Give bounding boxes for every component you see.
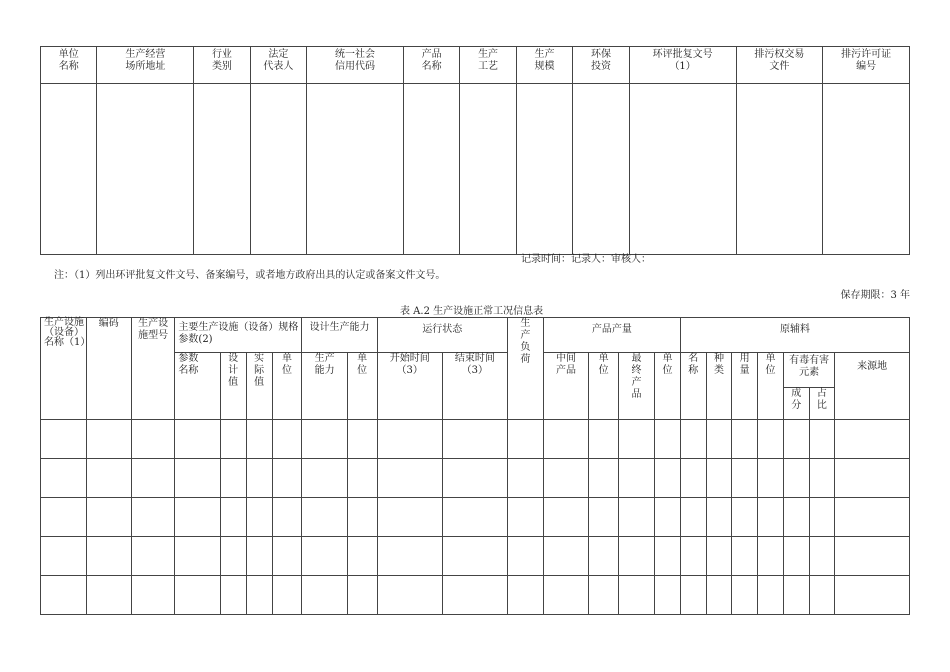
unit-header: 单位 <box>272 353 302 420</box>
table2-data-cell[interactable] <box>41 459 87 498</box>
table2-data-cell[interactable] <box>220 420 246 459</box>
table2-data-cell[interactable] <box>347 420 377 459</box>
table2-data-cell[interactable] <box>507 576 543 615</box>
table1-header-cell: 环评批复文号 （1） <box>629 47 736 84</box>
table1-body-row <box>41 84 910 255</box>
table2-data-cell[interactable] <box>246 498 272 537</box>
table1-data-cell[interactable] <box>41 84 97 255</box>
table2-data-cell[interactable] <box>175 537 220 576</box>
table2-data-cell[interactable] <box>377 576 442 615</box>
table2-data-cell[interactable] <box>175 576 220 615</box>
table2-data-cell[interactable] <box>589 459 619 498</box>
table2-data-cell[interactable] <box>619 459 655 498</box>
table1-header-cell: 统一社会 信用代码 <box>307 47 404 84</box>
table2-data-cell[interactable] <box>543 498 588 537</box>
code-header: 编码 <box>86 318 131 420</box>
table2-data-cell[interactable] <box>732 498 758 537</box>
table2-data-cell[interactable] <box>41 420 87 459</box>
table2-data-cell[interactable] <box>377 537 442 576</box>
design-value-header: 设计值 <box>220 353 246 420</box>
table2-data-cell[interactable] <box>347 459 377 498</box>
table2-data-cell[interactable] <box>41 498 87 537</box>
table2-data-cell[interactable] <box>175 498 220 537</box>
table1-data-cell[interactable] <box>97 84 194 255</box>
table1-header-cell: 生产 规模 <box>516 47 572 84</box>
table1-header-cell: 排污许可证 编号 <box>823 47 910 84</box>
table2-data-cell[interactable] <box>757 459 783 498</box>
table1-data-cell[interactable] <box>194 84 250 255</box>
table2-data-cell[interactable] <box>757 576 783 615</box>
component-header: 成 分 <box>783 388 809 420</box>
table1-header-cell: 行业 类别 <box>194 47 250 84</box>
raw-unit-header: 单位 <box>757 353 783 420</box>
table2-data-cell[interactable] <box>175 459 220 498</box>
table2-data-cell[interactable] <box>757 498 783 537</box>
table2-data-cell[interactable] <box>654 537 680 576</box>
table2-data-cell[interactable] <box>732 537 758 576</box>
load-header: 生产负荷 <box>507 318 543 420</box>
ratio-header: 占 比 <box>809 388 835 420</box>
table2-data-cell[interactable] <box>246 576 272 615</box>
table2-data-cell[interactable] <box>783 498 809 537</box>
table-row <box>41 459 910 498</box>
table2-data-cell[interactable] <box>619 537 655 576</box>
table2-data-cell[interactable] <box>86 498 131 537</box>
table2-data-cell[interactable] <box>589 498 619 537</box>
table2-data-cell[interactable] <box>131 459 175 498</box>
table2-data-cell[interactable] <box>809 576 835 615</box>
table2-data-cell[interactable] <box>543 576 588 615</box>
table1-data-cell[interactable] <box>629 84 736 255</box>
table1-data-cell[interactable] <box>250 84 306 255</box>
table2-data-cell[interactable] <box>680 459 706 498</box>
table2-data-cell[interactable] <box>347 576 377 615</box>
table2-data-cell[interactable] <box>220 498 246 537</box>
model-header: 生产设施型号 <box>131 318 175 420</box>
table2-data-cell[interactable] <box>272 459 302 498</box>
table2-data-cell[interactable] <box>442 420 507 459</box>
raw-name-header: 名 称 <box>680 353 706 420</box>
table1-header-row <box>41 47 910 84</box>
prod-capacity-header: 生产 能力 <box>302 353 347 420</box>
run-status-header: 运行状态 <box>377 318 507 353</box>
table2-data-cell[interactable] <box>706 420 732 459</box>
capacity-unit-header: 单位 <box>347 353 377 420</box>
spec-params-header: 主要生产设施（设备）规格参数(2) <box>175 318 302 353</box>
table2-data-cell[interactable] <box>246 420 272 459</box>
table2-data-cell[interactable] <box>543 420 588 459</box>
facility-name-header: 生产设施（设备）名称（1） <box>41 318 87 420</box>
final-unit-header: 单位 <box>654 353 680 420</box>
table2-data-cell[interactable] <box>680 576 706 615</box>
facility-condition-table <box>40 317 910 615</box>
table2-data-cell[interactable] <box>783 420 809 459</box>
table2-data-cell[interactable] <box>302 576 347 615</box>
design-capacity-header: 设计生产能力 <box>302 318 377 353</box>
table2-data-cell[interactable] <box>835 537 910 576</box>
table2-data-cell[interactable] <box>302 459 347 498</box>
table2-data-cell[interactable] <box>706 576 732 615</box>
table2-data-cell[interactable] <box>272 498 302 537</box>
table2-data-cell[interactable] <box>809 459 835 498</box>
table2-data-cell[interactable] <box>619 498 655 537</box>
table2-data-cell[interactable] <box>220 459 246 498</box>
table1-header-cell: 单位 名称 <box>41 47 97 84</box>
table2-data-cell[interactable] <box>442 459 507 498</box>
table1-header-cell: 产品 名称 <box>403 47 459 84</box>
toxic-element-header: 有毒有害元素 <box>783 353 834 388</box>
table2-data-cell[interactable] <box>86 420 131 459</box>
table2-data-cell[interactable] <box>809 537 835 576</box>
table2-data-cell[interactable] <box>246 537 272 576</box>
table2-data-cell[interactable] <box>175 420 220 459</box>
table2-data-cell[interactable] <box>131 576 175 615</box>
table2-data-cell[interactable] <box>783 537 809 576</box>
table2-data-cell[interactable] <box>302 420 347 459</box>
table2-data-cell[interactable] <box>757 537 783 576</box>
intermediate-product-header: 中间 产品 <box>543 353 588 420</box>
table2-data-cell[interactable] <box>131 498 175 537</box>
table2-data-cell[interactable] <box>809 420 835 459</box>
table2-data-cell[interactable] <box>757 420 783 459</box>
start-time-header: 开始时间 （3） <box>377 353 442 420</box>
record-line: 记录时间：记录人：审核人： <box>521 254 651 265</box>
table2-data-cell[interactable] <box>835 498 910 537</box>
source-header: 来源地 <box>835 353 910 420</box>
table1-data-cell[interactable] <box>573 84 629 255</box>
table2-data-cell[interactable] <box>377 459 442 498</box>
table2-data-cell[interactable] <box>377 498 442 537</box>
table2-data-cell[interactable] <box>507 498 543 537</box>
table2-data-cell[interactable] <box>220 576 246 615</box>
end-time-header: 结束时间 （3） <box>442 353 507 420</box>
table2-data-cell[interactable] <box>835 576 910 615</box>
table2-data-cell[interactable] <box>654 576 680 615</box>
table-row <box>41 537 910 576</box>
table2-data-cell[interactable] <box>619 576 655 615</box>
table-row <box>41 498 910 537</box>
table2-data-cell[interactable] <box>589 537 619 576</box>
table1-header-cell: 生产经营 场所地址 <box>97 47 194 84</box>
table1-data-cell[interactable] <box>307 84 404 255</box>
table2-data-cell[interactable] <box>377 420 442 459</box>
table2-data-cell[interactable] <box>442 498 507 537</box>
table-row <box>41 420 910 459</box>
table1-header-cell: 法定 代表人 <box>250 47 306 84</box>
raw-amount-header: 用 量 <box>732 353 758 420</box>
retention-period: 保存期限：3 年 <box>840 290 910 301</box>
table2-data-cell[interactable] <box>41 576 87 615</box>
footnote: 注：（1）列出环评批复文件文号、备案编号，或者地方政府出具的认定或备案文件文号。 <box>54 270 446 281</box>
table2-data-cell[interactable] <box>680 420 706 459</box>
table2-data-cell[interactable] <box>706 459 732 498</box>
table2-data-cell[interactable] <box>835 459 910 498</box>
actual-value-header: 实际值 <box>246 353 272 420</box>
table1-data-cell[interactable] <box>823 84 910 255</box>
table2-data-cell[interactable] <box>220 537 246 576</box>
table2-data-cell[interactable] <box>272 537 302 576</box>
table2-data-cell[interactable] <box>680 537 706 576</box>
table2-data-cell[interactable] <box>654 498 680 537</box>
enterprise-info-table <box>40 46 910 255</box>
table2-data-cell[interactable] <box>507 537 543 576</box>
intermediate-unit-header: 单位 <box>589 353 619 420</box>
table2-data-cell[interactable] <box>131 537 175 576</box>
table2-data-cell[interactable] <box>272 576 302 615</box>
table2-data-cell[interactable] <box>809 498 835 537</box>
table2-data-cell[interactable] <box>732 420 758 459</box>
raw-material-header: 原辅料 <box>680 318 909 353</box>
table1-data-cell[interactable] <box>736 84 823 255</box>
table2-title: 表 A.2 生产设施正常工况信息表 <box>400 306 544 317</box>
table2-data-cell[interactable] <box>41 537 87 576</box>
table2-data-cell[interactable] <box>86 459 131 498</box>
table1-data-cell[interactable] <box>403 84 459 255</box>
table2-data-cell[interactable] <box>507 420 543 459</box>
param-name-header: 参数 名称 <box>175 353 220 420</box>
table-row <box>41 576 910 615</box>
final-product-header: 最终产品 <box>619 353 655 420</box>
table2-data-cell[interactable] <box>732 459 758 498</box>
table2-data-cell[interactable] <box>589 420 619 459</box>
table2-data-cell[interactable] <box>543 459 588 498</box>
table2-header-row-1 <box>41 318 910 353</box>
table2-data-cell[interactable] <box>835 420 910 459</box>
table2-data-cell[interactable] <box>680 498 706 537</box>
table2-data-cell[interactable] <box>442 537 507 576</box>
table2-data-cell[interactable] <box>302 498 347 537</box>
table2-data-cell[interactable] <box>86 537 131 576</box>
raw-type-header: 种 类 <box>706 353 732 420</box>
output-header: 产品产量 <box>543 318 680 353</box>
table2-data-cell[interactable] <box>507 459 543 498</box>
table2-data-cell[interactable] <box>246 459 272 498</box>
table2-data-cell[interactable] <box>347 498 377 537</box>
table2-data-cell[interactable] <box>543 537 588 576</box>
table2-data-cell[interactable] <box>654 420 680 459</box>
table2-data-cell[interactable] <box>783 576 809 615</box>
table1-data-cell[interactable] <box>460 84 516 255</box>
table2-data-cell[interactable] <box>706 498 732 537</box>
table2-data-cell[interactable] <box>272 420 302 459</box>
table2-data-cell[interactable] <box>86 576 131 615</box>
table2-data-cell[interactable] <box>654 459 680 498</box>
table1-data-cell[interactable] <box>516 84 572 255</box>
table1-header-cell: 排污权交易 文件 <box>736 47 823 84</box>
table2-data-cell[interactable] <box>131 420 175 459</box>
table2-data-cell[interactable] <box>619 420 655 459</box>
table2-data-cell[interactable] <box>302 537 347 576</box>
table2-data-cell[interactable] <box>783 459 809 498</box>
table2-data-cell[interactable] <box>347 537 377 576</box>
table2-data-cell[interactable] <box>732 576 758 615</box>
table1-header-cell: 生产 工艺 <box>460 47 516 84</box>
table2-data-cell[interactable] <box>706 537 732 576</box>
table2-data-cell[interactable] <box>589 576 619 615</box>
table2-data-cell[interactable] <box>442 576 507 615</box>
table1-header-cell: 环保 投资 <box>573 47 629 84</box>
